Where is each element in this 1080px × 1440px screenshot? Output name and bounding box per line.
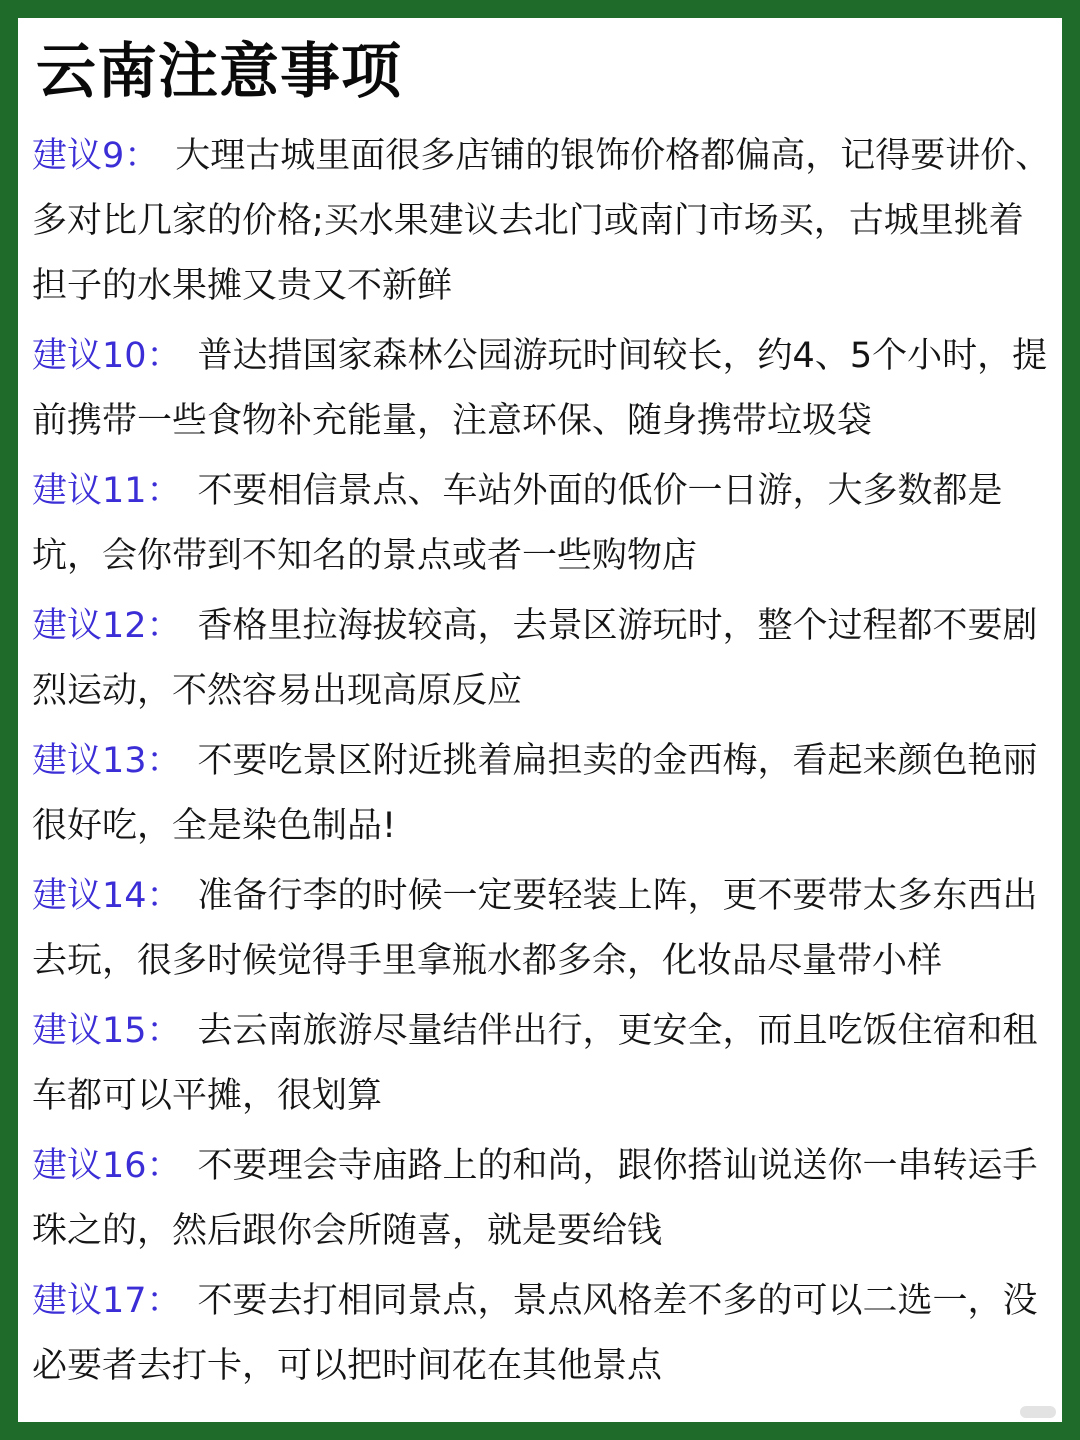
tip-label: 建议16： (32, 1146, 182, 1186)
page-title: 云南注意事项 (36, 37, 402, 107)
tip-item (32, 459, 1054, 589)
tips-list (32, 124, 1054, 1404)
tip-text: 准备行李的时候一定要轻装上阵，更不要带太多东西出去玩，很多时候觉得手里拿瓶水都多余，化妆品尽量带小样 (32, 876, 1038, 981)
tip-text: 不要去打相同景点，景点风格差不多的可以二选一，没必要者去打卡，可以把时间花在其他景点 (32, 1281, 1038, 1386)
tip-item (32, 1269, 1054, 1399)
tip-text: 不要吃景区附近挑着扁担卖的金西梅，看起来颜色艳丽很好吃，全是染色制品! (32, 741, 1038, 846)
tip-label: 建议9： (32, 136, 160, 176)
tip-item (32, 594, 1054, 724)
tip-label: 建议14： (32, 876, 182, 916)
tip-text: 普达措国家森林公园游玩时间较长，约4、5个小时，提前携带一些食物补充能量，注意环保、随身携带垃圾袋 (32, 336, 1048, 441)
note-card (18, 18, 1062, 1422)
tip-item (32, 729, 1054, 859)
tip-item (32, 124, 1054, 319)
tip-item (32, 1134, 1054, 1264)
tip-label: 建议12： (32, 606, 182, 646)
tip-text: 大理古城里面很多店铺的银饰价格都偏高，记得要讲价、多对比几家的价格;买水果建议去北门或南门市场买，古城里挑着担子的水果摊又贵又不新鲜 (32, 136, 1051, 306)
tip-item (32, 864, 1054, 994)
tip-label: 建议11： (32, 471, 182, 511)
tip-label: 建议15： (32, 1011, 182, 1051)
tip-label: 建议17： (32, 1281, 182, 1321)
tip-text: 不要理会寺庙路上的和尚，跟你搭讪说送你一串转运手珠之的，然后跟你会所随喜，就是要给钱 (32, 1146, 1038, 1251)
tip-text: 不要相信景点、车站外面的低价一日游，大多数都是坑，会你带到不知名的景点或者一些购物店 (32, 471, 1003, 576)
watermark-badge (1020, 1406, 1056, 1418)
tip-item (32, 324, 1054, 454)
tip-label: 建议13： (32, 741, 182, 781)
tip-label: 建议10： (32, 336, 182, 376)
tip-text: 香格里拉海拔较高，去景区游玩时，整个过程都不要剧烈运动，不然容易出现高原反应 (32, 606, 1038, 711)
tip-text: 去云南旅游尽量结伴出行，更安全，而且吃饭住宿和租车都可以平摊，很划算 (32, 1011, 1038, 1116)
tip-item (32, 999, 1054, 1129)
